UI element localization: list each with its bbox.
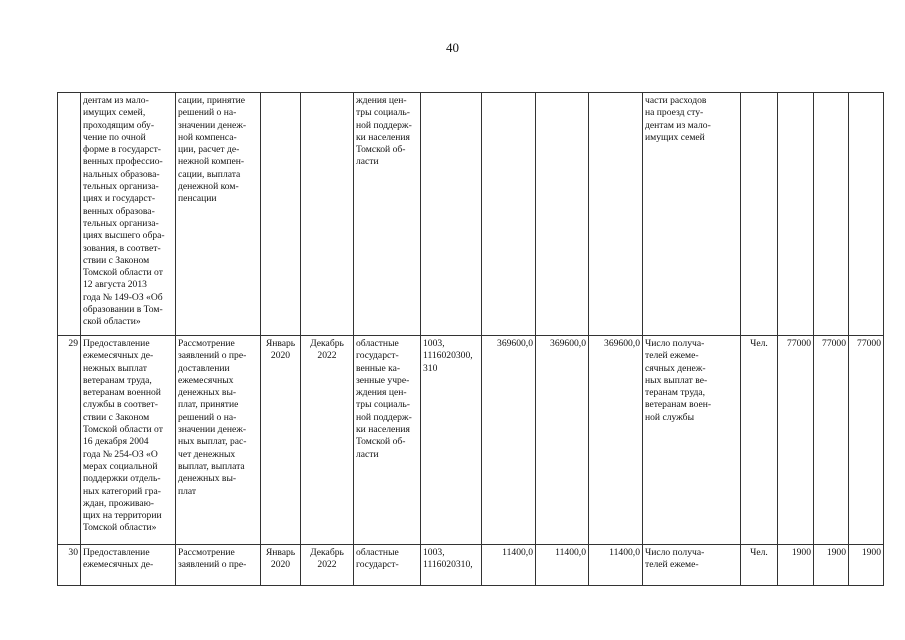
measure-content: Рассмотрение заявлений о пре- доставлении ежемесячных денежных вы- плат, принятие решений о на- значении денеж- ных выплат, рас- чет денежных выплат, выплата денежных вы- плат xyxy=(176,336,261,545)
amount-2: 369600,0 xyxy=(536,336,589,545)
indicator: Число получа- телей ежеме- xyxy=(643,545,741,586)
amount-3: 369600,0 xyxy=(589,336,643,545)
value-3 xyxy=(849,93,884,336)
start-date xyxy=(261,93,301,336)
value-1: 1900 xyxy=(778,545,814,586)
table-row xyxy=(58,545,884,586)
executor: областные государст- венные ка- зенные учре- ждения цен- тры социаль- ной поддерж- ки населения Томской об- ласти xyxy=(354,336,421,545)
amount-3 xyxy=(589,93,643,336)
value-2 xyxy=(814,93,849,336)
table-row xyxy=(58,93,884,336)
unit: Чел. xyxy=(741,336,778,545)
value-2: 77000 xyxy=(814,336,849,545)
measure-name: Предоставление ежемесячных де- xyxy=(81,545,176,586)
measure-content: Рассмотрение заявлений о пре- xyxy=(176,545,261,586)
measure-name: Предоставление ежемесячных де- нежных выплат ветеранам труда, ветеранам военной службы в соответ- ствии с Законом Томской области от 16 декабря 2004 года № 254-ОЗ «О мерах социальной поддержки отдель- ных категорий гра- ждан, проживаю- щих на территории Томской области» xyxy=(81,336,176,545)
row-number: 29 xyxy=(58,336,81,545)
executor: областные государст- xyxy=(354,545,421,586)
value-1: 77000 xyxy=(778,336,814,545)
indicator: Число получа- телей ежеме- сячных денеж- ных выплат ве- теранам труда, ветеранам воен- ной службы xyxy=(643,336,741,545)
program-table xyxy=(57,92,884,586)
unit: Чел. xyxy=(741,545,778,586)
indicator: части расходов на проезд сту- дентам из мало- имущих семей xyxy=(643,93,741,336)
row-number: 30 xyxy=(58,545,81,586)
amount-1: 369600,0 xyxy=(482,336,536,545)
table-row xyxy=(58,336,884,545)
budget-code xyxy=(421,93,482,336)
value-1 xyxy=(778,93,814,336)
row-number xyxy=(58,93,81,336)
budget-code: 1003, 1116020300, 310 xyxy=(421,336,482,545)
budget-code: 1003, 1116020310, xyxy=(421,545,482,586)
measure-content: сации, принятие решений о на- значении денеж- ной компенса- ции, расчет де- нежной компен- сации, выплата денежной ком- пенсации xyxy=(176,93,261,336)
amount-2: 11400,0 xyxy=(536,545,589,586)
executor: ждения цен- тры социаль- ной поддерж- ки населения Томской об- ласти xyxy=(354,93,421,336)
amount-3: 11400,0 xyxy=(589,545,643,586)
start-date: Январь 2020 xyxy=(261,336,301,545)
end-date: Декабрь 2022 xyxy=(301,545,354,586)
measure-name: дентам из мало- имущих семей, проходящим обу- чение по очной форме в государст- венных профессио- нальных образова- тельных организа- циях и государст- венных образова- тельных организа- циях высшего обра- зования, в соответ- ствии с Законом Томской области от 12 августа 2013 года № 149-ОЗ «Об образовании в Том- ской области» xyxy=(81,93,176,336)
value-3: 1900 xyxy=(849,545,884,586)
page-number: 40 xyxy=(446,40,459,55)
end-date: Декабрь 2022 xyxy=(301,336,354,545)
unit xyxy=(741,93,778,336)
value-2: 1900 xyxy=(814,545,849,586)
amount-1: 11400,0 xyxy=(482,545,536,586)
amount-1 xyxy=(482,93,536,336)
value-3: 77000 xyxy=(849,336,884,545)
amount-2 xyxy=(536,93,589,336)
start-date: Январь 2020 xyxy=(261,545,301,586)
end-date xyxy=(301,93,354,336)
